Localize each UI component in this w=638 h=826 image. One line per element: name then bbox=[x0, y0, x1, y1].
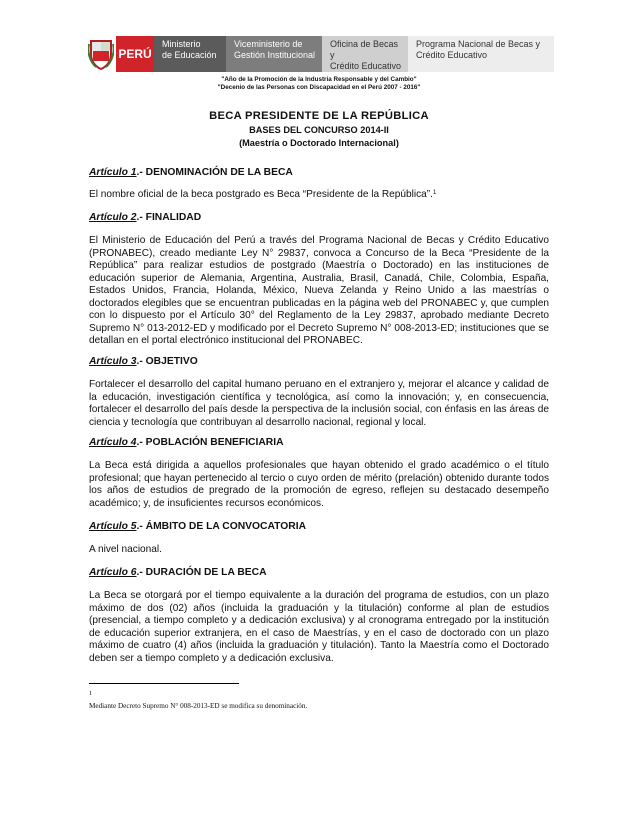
article-5-heading bbox=[89, 521, 549, 534]
article-3-text: Fortalecer el desarrollo del capital humano peruano en el extranjero y, mejorar el alcance y calidad de la educación, investigación científica y tecnológica, así como la innovación; y, en consecuencia, fortalecer el desarrollo del país desde la perspectiva de la inclusión social, con énfasis en las áreas de ciencia y tecnología que contribuyan al desarrollo nacional, regional y local. bbox=[89, 379, 549, 428]
article-3-label: Artículo 3 bbox=[89, 356, 137, 367]
footnote-ref: 1 bbox=[432, 190, 437, 196]
footnote-divider bbox=[89, 683, 239, 684]
document-subtitle-2: (Maestría o Doctorado Internacional) bbox=[239, 138, 399, 148]
ministerio-line-2: de Educación bbox=[162, 50, 217, 60]
article-3-heading bbox=[89, 356, 549, 369]
article-6-title: .- DURACIÓN DE LA BECA bbox=[136, 567, 267, 578]
footnote-text: Mediante Decreto Supremo N° 008-2013-ED se modifica su denominación. bbox=[89, 702, 308, 710]
article-2-text: El Ministerio de Educación del Perú a través del Programa Nacional de Becas y Crédito Educativo (PRONABEC), creado mediante Ley N° 29837, convoca a Concurso de la Beca “Presidente de la República” para realizar estudios de postgrado (Maestría o Doctorado) en las instituciones de educación superior de Alemania, Argentina, Australia, Brasil, Canadá, Chile, Colombia, España, Estados Unidos, Francia, Holanda, México, Nueva Zelanda y Reino Unido a las maestrías o doctorados elegibles que se encuentran publicadas en la página web del PRONABEC y, que cumplen con lo dispuesto por el Artículo 30° del Reglamento de la Ley 29837, aprobado mediante Decreto Supremo N° 013-2012-ED y modificado por el Decreto Supremo N° 008-2013-ED; instituciones que se detallan en el portal electrónico institucional del PRONABEC. bbox=[89, 235, 549, 346]
article-5-label: Artículo 5 bbox=[89, 521, 137, 532]
decade-motto: "Decenio de las Personas con Discapacidad en el Perú 2007 - 2016" bbox=[217, 84, 421, 91]
article-4-label: Artículo 4 bbox=[89, 437, 137, 448]
viceministerio-line-1: Viceministerio de bbox=[234, 39, 303, 49]
article-4-title: .- POBLACIÓN BENEFICIARIA bbox=[136, 437, 284, 448]
oficina-label bbox=[322, 36, 408, 72]
document-title: BECA PRESIDENTE DE LA REPÚBLICA bbox=[209, 110, 429, 122]
article-3-title: .- OBJETIVO bbox=[136, 356, 198, 367]
article-2-title: .- FINALIDAD bbox=[136, 212, 202, 223]
article-1-label: Artículo 1 bbox=[89, 167, 137, 178]
programa-line-2: Crédito Educativo bbox=[416, 50, 488, 60]
article-6-heading bbox=[89, 567, 549, 580]
article-2-label: Artículo 2 bbox=[89, 212, 137, 223]
article-1-text: El nombre oficial de la beca postgrado es Beca “Presidente de la República”. bbox=[89, 189, 433, 200]
ministerio-line-1: Ministerio bbox=[162, 39, 201, 49]
header-banner bbox=[86, 36, 554, 72]
article-5-title: .- ÁMBITO DE LA CONVOCATORIA bbox=[136, 521, 307, 532]
viceministerio-label bbox=[226, 36, 322, 72]
peru-label: PERÚ bbox=[116, 36, 154, 72]
programa-line-1: Programa Nacional de Becas y bbox=[416, 39, 541, 49]
article-6-label: Artículo 6 bbox=[89, 567, 137, 578]
oficina-line-1: Oficina de Becas y bbox=[330, 39, 399, 60]
article-2-heading bbox=[89, 212, 549, 225]
article-6-text: La Beca se otorgará por el tiempo equivalente a la duración del programa de estudios, con un plazo máximo de dos (02) años (incluida la graduación y la titulación) conforme al plan de estudios (presencial, a tiempo completo y a dedicación exclusiva) y al cronograma entregado por la institución de educación superior extranjera, en el caso de Maestrías, y en el caso de doctorado con un plazo máximo de cuatro (4) años (incluida la graduación y titulación). Tanto la Maestría como el Doctorado deben ser a tiempo completo y a dedicación exclusiva. bbox=[89, 590, 549, 664]
article-1-title: .- DENOMINACIÓN DE LA BECA bbox=[136, 167, 293, 178]
article-5-text: A nivel nacional. bbox=[89, 544, 162, 555]
footnote-number: 1 bbox=[89, 690, 93, 697]
ministerio-label bbox=[154, 36, 226, 72]
article-1-text-block bbox=[89, 189, 549, 202]
coat-of-arms-icon bbox=[86, 36, 116, 72]
document-subtitle: BASES DEL CONCURSO 2014-II bbox=[249, 125, 389, 135]
article-4-heading bbox=[89, 437, 549, 450]
programa-label bbox=[408, 36, 554, 72]
viceministerio-line-2: Gestión Institucional bbox=[234, 50, 316, 60]
year-motto: "Año de la Promoción de la Industria Responsable y del Cambio" bbox=[221, 76, 417, 83]
oficina-line-2: Crédito Educativo bbox=[330, 61, 402, 71]
article-1-heading bbox=[89, 167, 549, 180]
article-4-text: La Beca está dirigida a aquellos profesionales que hayan obtenido el grado académico o el título profesional; que hayan pertenecido al tercio o cuyo orden de mérito (prelación) obtenido durante todos los años de estudios de pregrado de la promoción de egreso, reflejen su destacado desempeño académico; y, de insuficientes recursos económicos. bbox=[89, 460, 549, 509]
